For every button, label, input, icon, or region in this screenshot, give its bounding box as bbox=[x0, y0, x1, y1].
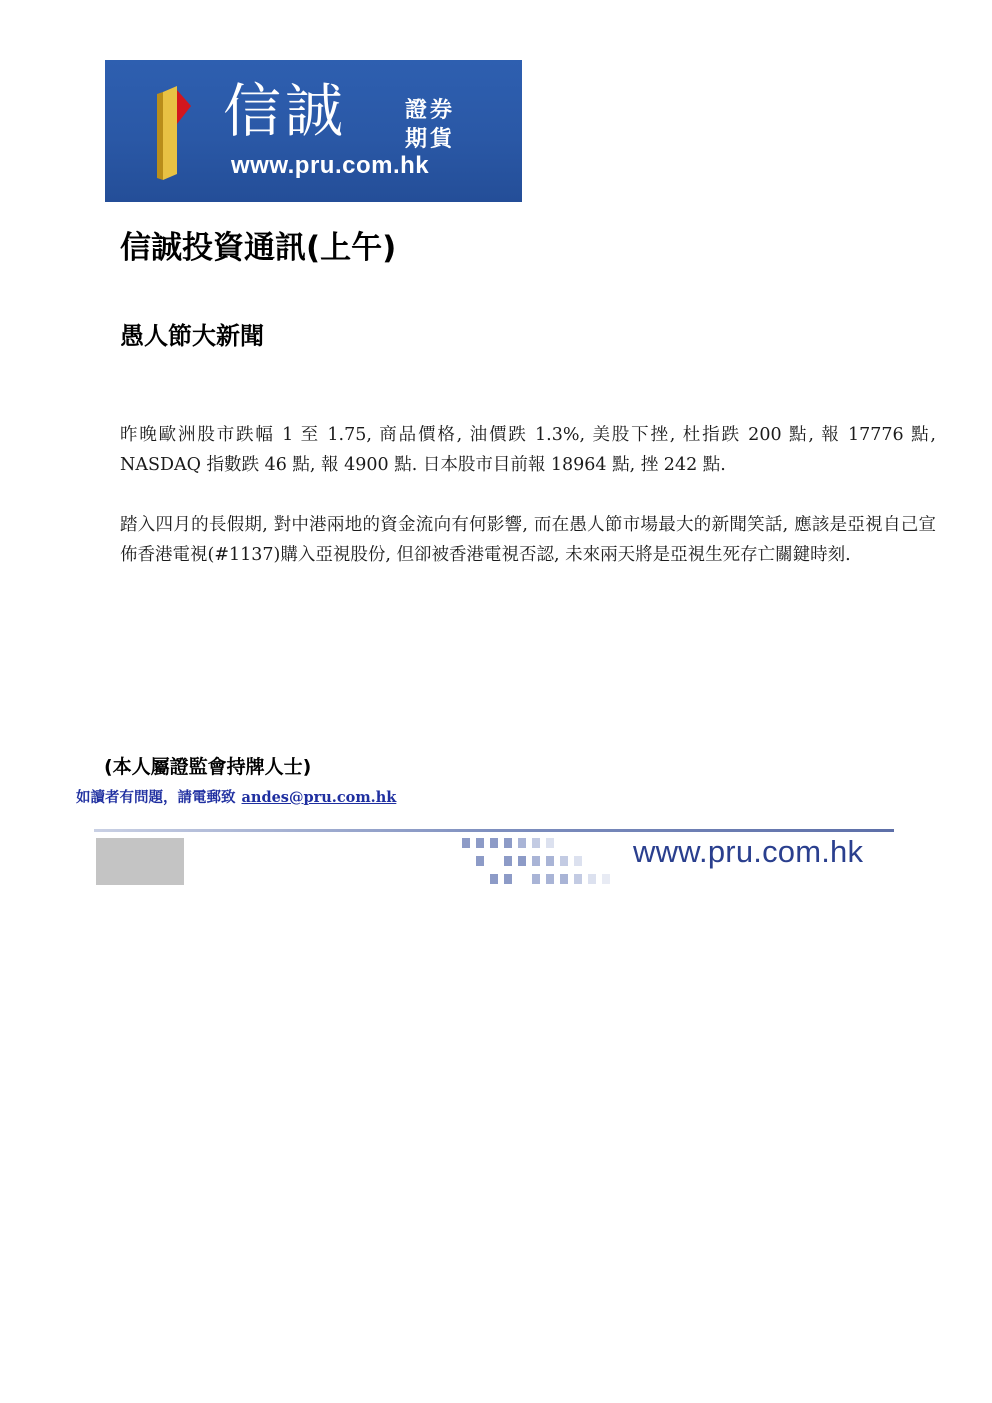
license-note: (本人屬證監會持牌人士) bbox=[104, 756, 312, 778]
footer-site-url[interactable]: www.pru.com.hk bbox=[633, 834, 864, 869]
footer-dot-pattern-icon bbox=[460, 836, 640, 888]
logo-chinese-name: 信誠 bbox=[223, 77, 348, 145]
footer-gray-box bbox=[96, 838, 184, 885]
logo-side-line-futures: 期貨 bbox=[405, 127, 456, 152]
news-paragraph: 踏入四月的長假期, 對中港兩地的資金流向有何影響, 而在愚人節市場最大的新聞笑話, 應該是亞視自己宣佈香港電視(#1137)購入亞視股份, 但卻被香港電視否認, 未來兩天將是亞視生死存亡關鍵時刻. bbox=[120, 515, 936, 565]
logo-mark-icon bbox=[157, 84, 191, 180]
document-subtitle: 愚人節大新聞 bbox=[120, 322, 264, 350]
logo-url: www.pru.com.hk bbox=[231, 152, 430, 179]
document-title: 信誠投資通訊(上午) bbox=[120, 230, 397, 266]
logo-side-line-securities: 證券 bbox=[405, 98, 456, 123]
contact-email-link[interactable]: andes@pru.com.hk bbox=[241, 789, 397, 806]
contact-prefix: 如讀者有問題，請電郵致 bbox=[76, 790, 236, 806]
footer-divider bbox=[94, 829, 894, 832]
market-summary-paragraph: 昨晚歐洲股市跌幅 1 至 1.75, 商品價格, 油價跌 1.3%, 美股下挫, 杜指跌 200 點, 報 17776 點, NASDAQ 指數跌 46 點, 報 4900 點. 日本股市目前報 18964 點, 挫 242 點. bbox=[120, 425, 936, 475]
contact-line bbox=[76, 786, 396, 807]
logo-banner bbox=[105, 60, 522, 202]
logo-side-text bbox=[405, 96, 455, 154]
